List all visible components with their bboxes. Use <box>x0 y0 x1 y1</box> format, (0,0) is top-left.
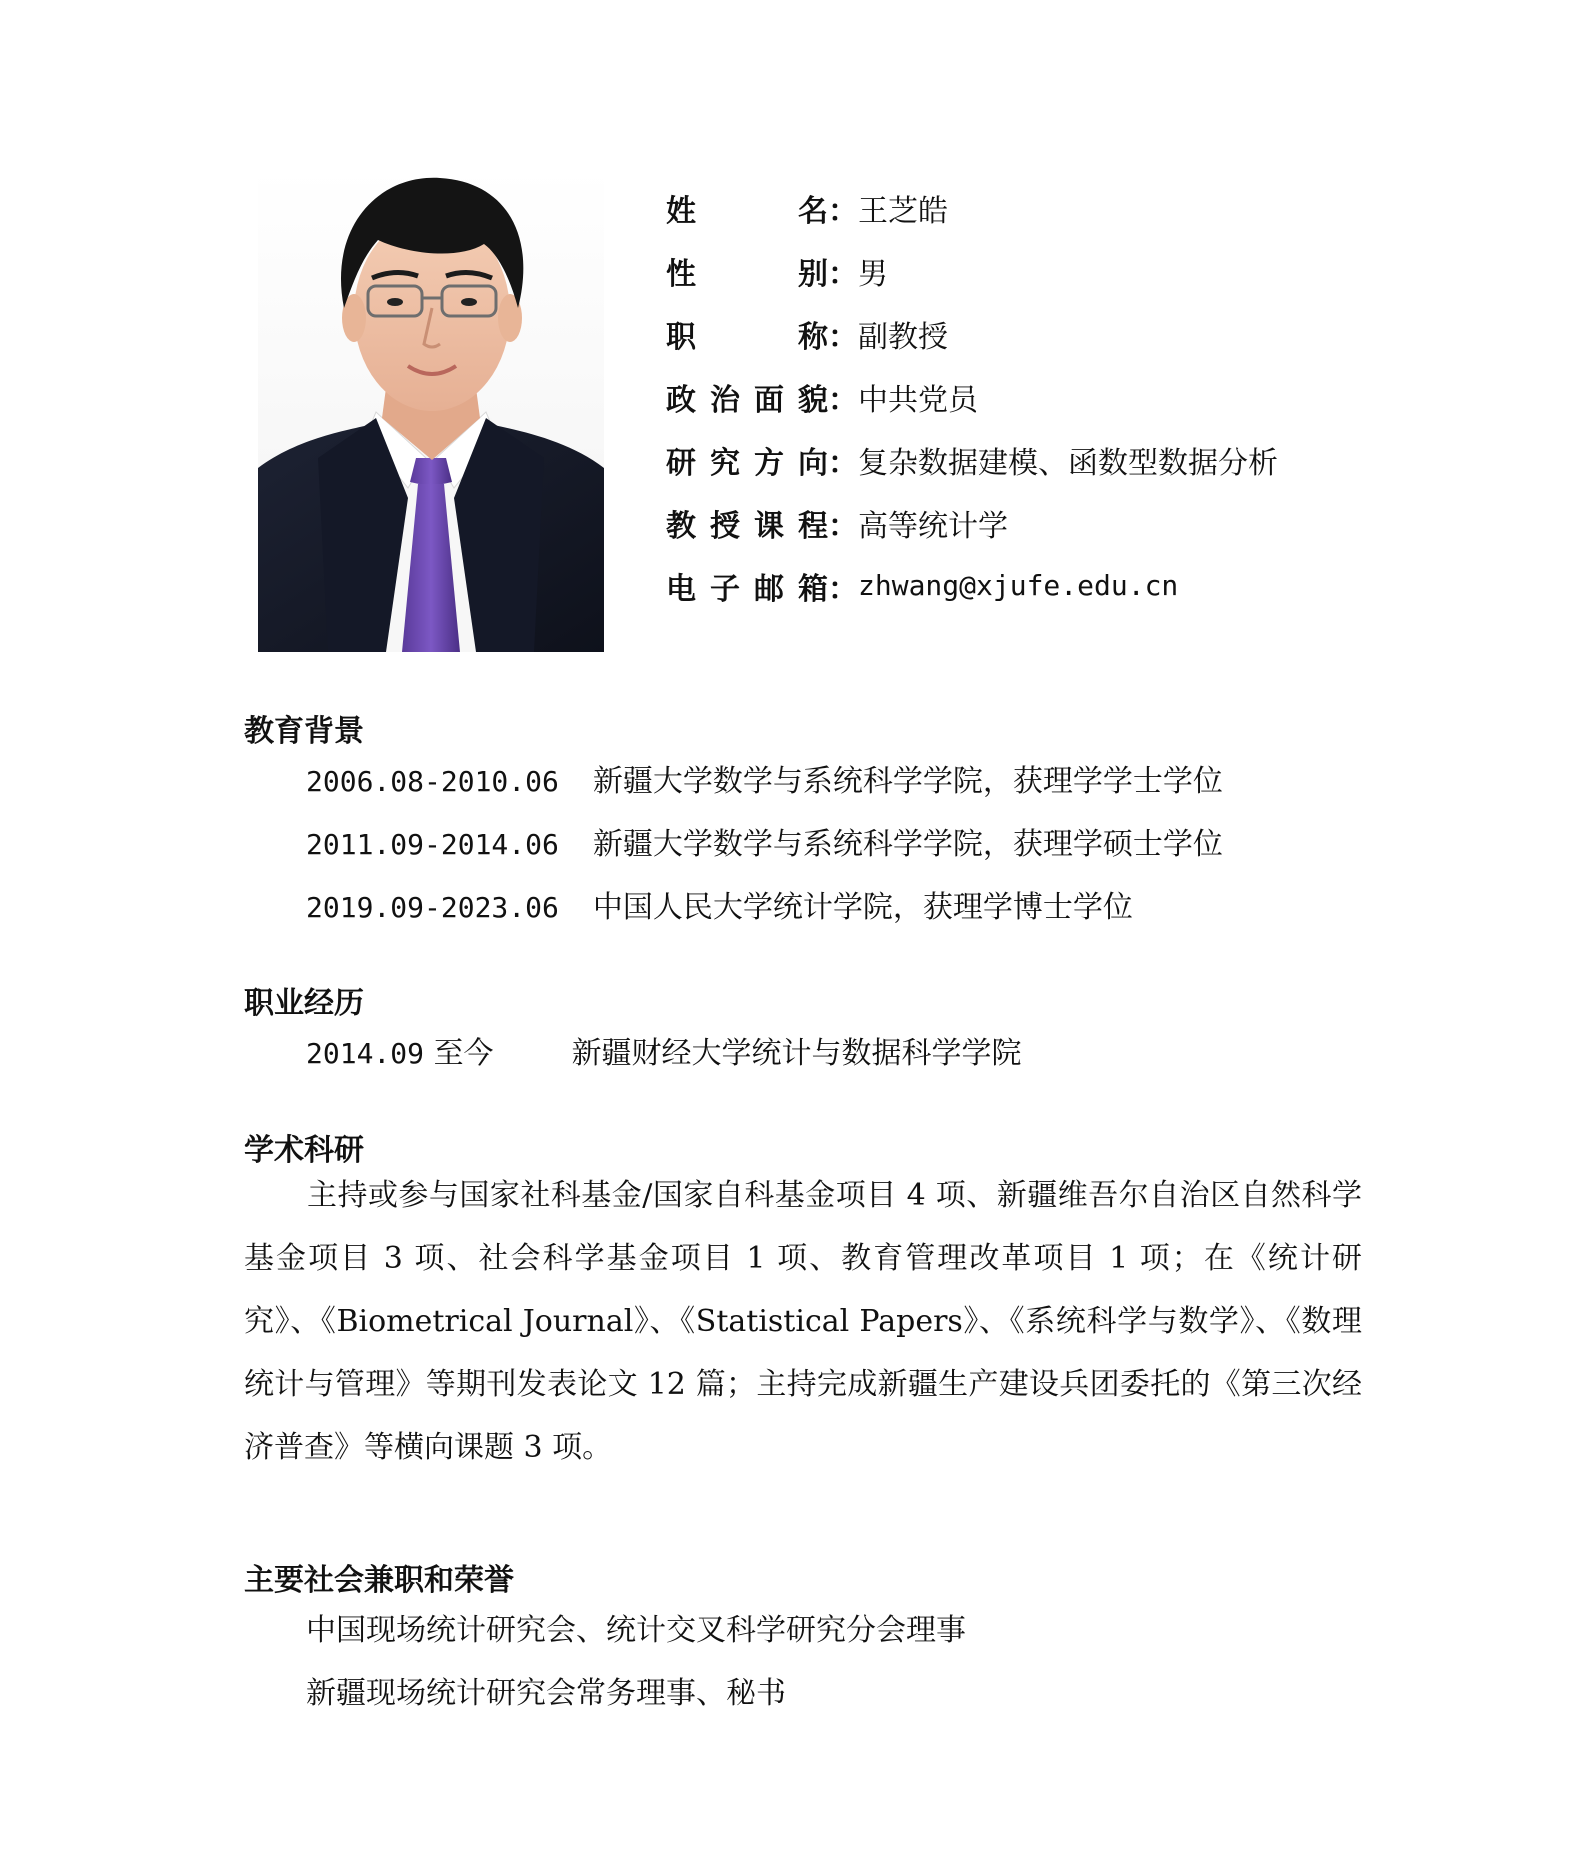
label-char: 子 <box>710 571 740 607</box>
honors-heading: 主要社会兼职和荣誉 <box>244 1563 514 1598</box>
education-item <box>306 819 1223 863</box>
profile-value-name: 王芝皓 <box>858 193 948 229</box>
profile-label <box>666 186 828 230</box>
profile-label <box>666 249 828 293</box>
label-colon: ： <box>828 193 858 229</box>
education-detail: 中国人民大学统计学院，获理学博士学位 <box>592 890 1133 925</box>
profile-value-gender: 男 <box>858 256 888 292</box>
education-detail: 新疆大学数学与系统科学学院，获理学学士学位 <box>592 764 1223 799</box>
career-period: 2014.09 <box>306 1037 425 1070</box>
label-char: 貌 <box>798 382 828 418</box>
portrait-illustration <box>258 168 604 652</box>
label-char: 姓 <box>666 193 696 229</box>
label-colon: ： <box>828 508 858 544</box>
profile-row-gender <box>666 239 1278 302</box>
career-heading: 职业经历 <box>244 986 364 1021</box>
label-char: 教 <box>666 508 696 544</box>
profile-row-political <box>666 365 1278 428</box>
label-char: 职 <box>666 319 696 355</box>
profile-row-email <box>666 554 1278 617</box>
label-char: 箱 <box>798 571 828 607</box>
label-colon: ： <box>828 319 858 355</box>
profile-label <box>666 375 828 419</box>
profile-label <box>666 312 828 356</box>
label-char: 课 <box>754 508 784 544</box>
label-colon: ： <box>828 256 858 292</box>
profile-row-courses <box>666 491 1278 554</box>
career-period-suffix: 至今 <box>433 1036 494 1071</box>
profile-label <box>666 501 828 545</box>
education-item <box>306 756 1223 800</box>
profile-value-political: 中共党员 <box>858 382 978 418</box>
label-colon: ： <box>828 382 858 418</box>
profile-row-research <box>666 428 1278 491</box>
career-item <box>306 1028 1022 1072</box>
label-char: 名 <box>798 193 828 229</box>
label-char: 性 <box>666 256 696 292</box>
honor-item: 中国现场统计研究会、统计交叉科学研究分会理事 <box>306 1613 966 1648</box>
research-heading: 学术科研 <box>244 1133 364 1168</box>
label-char: 授 <box>710 508 740 544</box>
honor-item: 新疆现场统计研究会常务理事、秘书 <box>306 1676 786 1711</box>
education-period: 2006.08-2010.06 <box>306 765 559 798</box>
education-heading: 教育背景 <box>244 714 364 749</box>
research-paragraph: 主持或参与国家社科基金/国家自科基金项目 4 项、新疆维吾尔自治区自然科学基金项目 3 项、社会科学基金项目 1 项、教育管理改革项目 1 项；在《统计研究》、《Biometrical Journal》、《Statistical Papers》、《系统科学与数学》、《数理统计与管理》等期刊发表论文 12 篇；主持完成新疆生产建设兵团委托的《第三次经济普查》等横向课题 3 项。 <box>244 1178 1362 1465</box>
label-colon: ： <box>828 445 858 481</box>
profile-value-courses: 高等统计学 <box>858 508 1008 544</box>
profile-label <box>666 438 828 482</box>
label-char: 程 <box>798 508 828 544</box>
profile-value-title: 副教授 <box>858 319 948 355</box>
profile-row-title <box>666 302 1278 365</box>
label-char: 面 <box>754 382 784 418</box>
label-char: 向 <box>798 445 828 481</box>
label-char: 电 <box>666 571 696 607</box>
education-period: 2011.09-2014.06 <box>306 828 559 861</box>
label-char: 治 <box>710 382 740 418</box>
profile-label <box>666 564 828 608</box>
profile-info <box>666 176 1278 617</box>
portrait-photo <box>258 168 604 652</box>
label-char: 究 <box>710 445 740 481</box>
label-char: 政 <box>666 382 696 418</box>
profile-value-research: 复杂数据建模、函数型数据分析 <box>858 445 1278 481</box>
label-char: 研 <box>666 445 696 481</box>
label-colon: ： <box>828 571 858 607</box>
email-link[interactable]: zhwang@xjufe.edu.cn <box>858 569 1179 602</box>
career-detail: 新疆财经大学统计与数据科学学院 <box>571 1036 1022 1071</box>
education-period: 2019.09-2023.06 <box>306 891 559 924</box>
profile-row-name <box>666 176 1278 239</box>
label-char: 称 <box>798 319 828 355</box>
label-char: 别 <box>798 256 828 292</box>
label-char: 方 <box>754 445 784 481</box>
label-char: 邮 <box>754 571 784 607</box>
education-detail: 新疆大学数学与系统科学学院，获理学硕士学位 <box>592 827 1223 862</box>
education-item <box>306 882 1133 926</box>
